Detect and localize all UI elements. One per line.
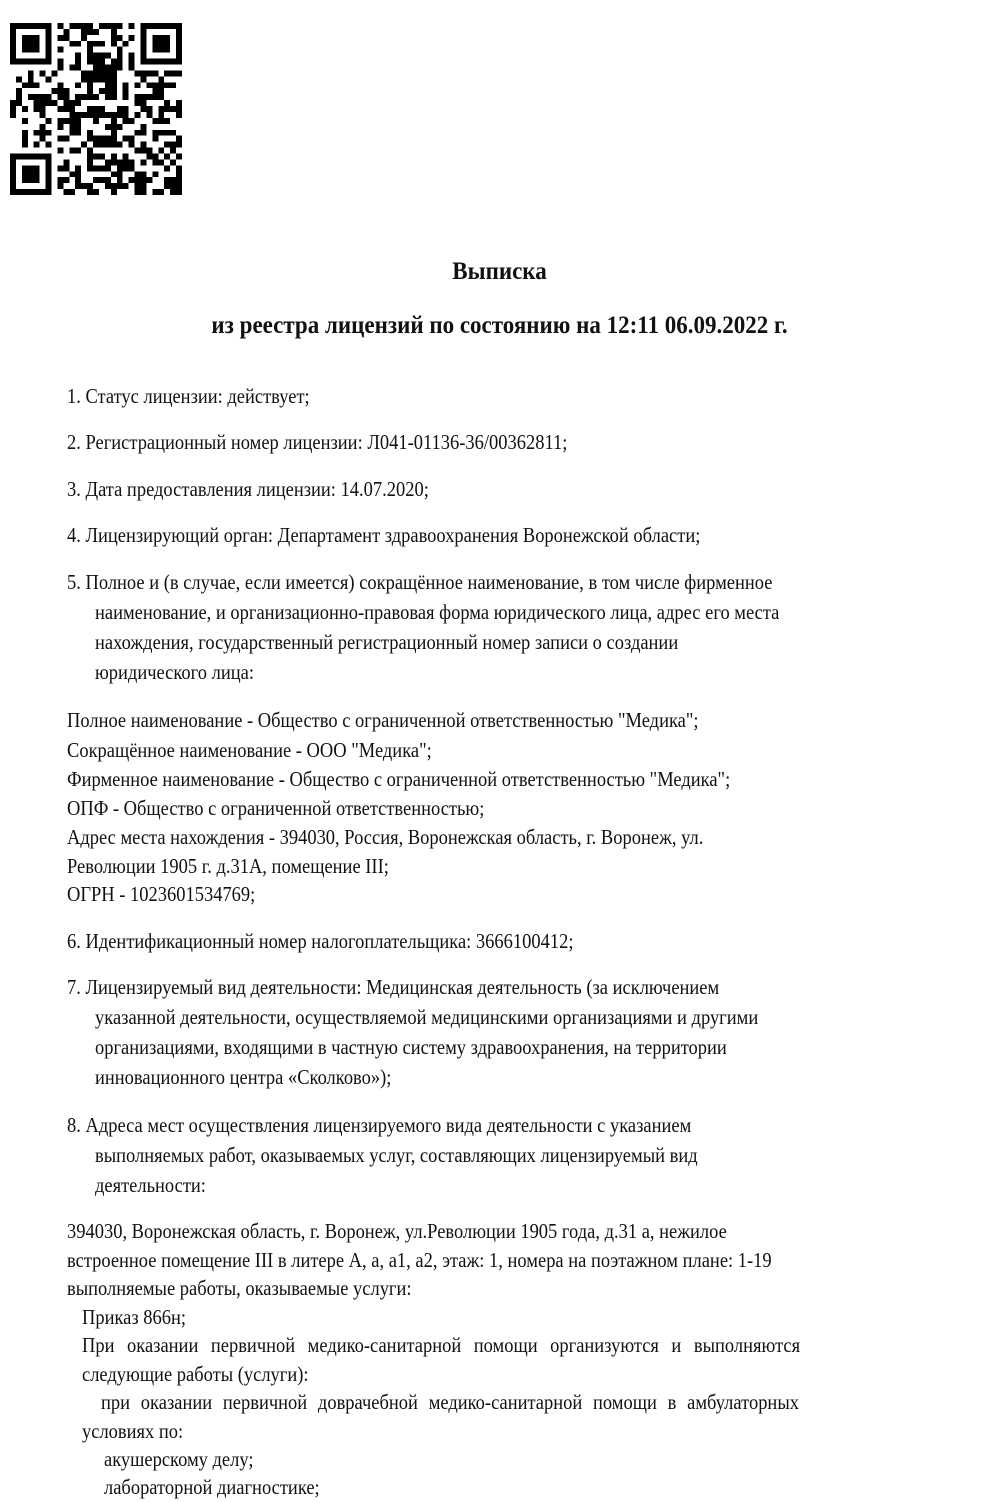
service-line: Приказ 866н;: [82, 1305, 187, 1329]
org-ogrn: ОГРН - 1023601534769;: [67, 882, 256, 906]
document-subtitle: из реестра лицензий по состоянию на 12:11 06.09.2022 г.: [211, 312, 788, 339]
item5-line: наименование, и организационно-правовая форма юридического лица, адрес его места: [95, 600, 780, 624]
service-line: При оказании первичной медико-санитарной помощи организуются и выполняются: [82, 1333, 801, 1357]
item7-line: 7. Лицензируемый вид деятельности: Медицинская деятельность (за исключением: [67, 975, 720, 999]
document-title: Выписка: [452, 258, 547, 285]
item8-line: выполняемых работ, оказываемых услуг, составляющих лицензируемый вид: [95, 1143, 698, 1167]
org-address: Адрес места нахождения - 394030, Россия, Воронежская область, г. Воронеж, ул.: [67, 825, 704, 849]
license-date: 3. Дата предоставления лицензии: 14.07.2020;: [67, 477, 429, 501]
org-short-name: Сокращённое наименование - ООО "Медика";: [67, 738, 432, 762]
inn: 6. Идентификационный номер налогоплательщика: 3666100412;: [67, 929, 574, 953]
item5-line: юридического лица:: [95, 660, 254, 684]
item8-line: деятельности:: [95, 1173, 206, 1197]
licensing-authority: 4. Лицензирующий орган: Департамент здравоохранения Воронежской области;: [67, 523, 701, 547]
service-line: лабораторной диагностике;: [104, 1475, 320, 1499]
license-status: 1. Статус лицензии: действует;: [67, 384, 310, 408]
activity-address: встроенное помещение III в литере А, а, а1, а2, этаж: 1, номера на поэтажном плане: 1-19: [67, 1248, 772, 1272]
org-address: Революции 1905 г. д.31А, помещение III;: [67, 854, 389, 878]
org-legal-form: ОПФ - Общество с ограниченной ответственностью;: [67, 796, 485, 820]
item5-line: 5. Полное и (в случае, если имеется) сокращённое наименование, в том числе фирменное: [67, 570, 773, 594]
qr-code-icon: [10, 14, 182, 204]
item7-line: организациями, входящими в частную систему здравоохранения, на территории: [95, 1035, 727, 1059]
org-brand-name: Фирменное наименование - Общество с ограниченной ответственностью "Медика";: [67, 767, 731, 791]
service-line: акушерскому делу;: [104, 1447, 254, 1471]
service-line: условиях по:: [82, 1419, 184, 1443]
org-full-name: Полное наименование - Общество с ограниченной ответственностью "Медика";: [67, 708, 699, 732]
activity-address: выполняемые работы, оказываемые услуги:: [67, 1276, 412, 1300]
license-reg-number: 2. Регистрационный номер лицензии: Л041-01136-36/00362811;: [67, 430, 568, 454]
service-line: при оказании первичной доврачебной медико-санитарной помощи в амбулаторных: [101, 1390, 799, 1414]
item7-line: инновационного центра «Сколково»);: [95, 1065, 392, 1089]
service-line: следующие работы (услуги):: [82, 1362, 309, 1386]
activity-address: 394030, Воронежская область, г. Воронеж, ул.Революции 1905 года, д.31 а, нежилое: [67, 1219, 727, 1243]
item5-line: нахождения, государственный регистрационный номер записи о создании: [95, 630, 679, 654]
item7-line: указанной деятельности, осуществляемой медицинскими организациями и другими: [95, 1005, 759, 1029]
item8-line: 8. Адреса мест осуществления лицензируемого вида деятельности с указанием: [67, 1113, 692, 1137]
